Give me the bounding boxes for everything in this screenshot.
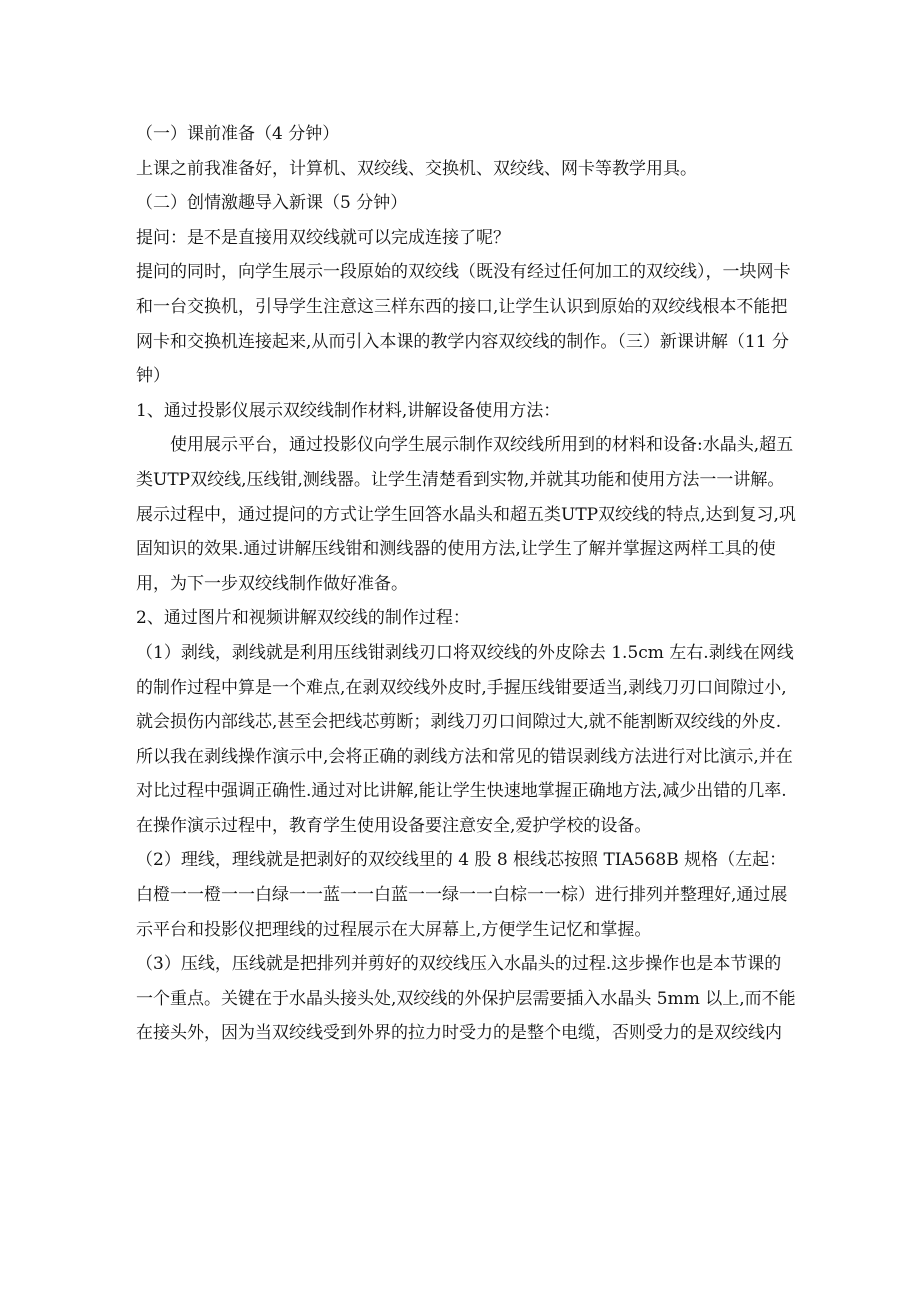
document-body	[136, 117, 796, 1051]
paragraph-step-strip: （1）剥线，剥线就是利用压线钳剥线刃口将双绞线的外皮除去 1.5cm 左右.剥线在网线的制作过程中算是一个难点,在剥双绞线外皮时,手握压线钳要适当,剥线刀刃口间隙过小,就会损伤内部线芯,甚至会把线芯剪断；剥线刀刃口间隙过大,就不能割断双绞线的外皮.所以我在剥线操作演示中,会将正确的剥线方法和常见的错误剥线方法进行对比演示,并在对比过程中强调正确性.通过对比讲解,能让学生快速地掌握正确地方法,减少出错的几率.在操作演示过程中，教育学生使用设备要注意安全,爱护学校的设备。	[136, 642, 794, 836]
paragraph-demonstration: 提问的同时，向学生展示一段原始的双绞线（既没有经过任何加工的双绞线），一块网卡和一台交换机，引导学生注意这三样东西的接口,让学生认识到原始的双绞线根本不能把网卡和交换机连接起来,从而引入本课的教学内容双绞线的制作。（三）新课讲解（11 分钟）	[136, 262, 791, 387]
heading-introduction: （二）创情激趣导入新课（5 分钟）	[136, 193, 408, 214]
paragraph-preparation: 上课之前我准备好，计算机、双绞线、交换机、双绞线、网卡等教学用具。	[136, 158, 697, 179]
paragraph-step-arrange: （2）理线，理线就是把剥好的双绞线里的 4 股 8 根线芯按照 TIA568B 规格（左起：白橙一一橙一一白绿一一蓝一一白蓝一一绿一一白棕一一棕）进行排列并整理好,通过展示平台和投影仪把理线的过程展示在大屏幕上,方便学生记忆和掌握。	[136, 850, 788, 940]
subheading-projector: 1、通过投影仪展示双绞线制作材料,讲解设备使用方法：	[136, 400, 561, 421]
subheading-process: 2、通过图片和视频讲解双绞线的制作过程：	[136, 608, 470, 629]
paragraph-step-crimp: （3）压线，压线就是把排列并剪好的双绞线压入水晶头的过程.这步操作也是本节课的一个重点。关键在于水晶头接头处,双绞线的外保护层需要插入水晶头 5mm 以上,而不能在接头外，因为当双绞线受到外界的拉力时受力的是整个电缆，否则受力的是双绞线内	[136, 954, 796, 1044]
paragraph-materials: 使用展示平台，通过投影仪向学生展示制作双绞线所用到的材料和设备:水晶头,超五类UTP双绞线,压线钳,测线器。让学生清楚看到实物,并就其功能和使用方法一一讲解。展示过程中，通过提问的方式让学生回答水晶头和超五类UTP双绞线的特点,达到复习,巩固知识的效果.通过讲解压线钳和测线器的使用方法,让学生了解并掌握这两样工具的使用，为下一步双绞线制作做好准备。	[136, 435, 796, 594]
paragraph-question: 提问：是不是直接用双绞线就可以完成连接了呢？	[136, 227, 510, 248]
heading-preparation: （一）课前准备（4 分钟）	[136, 124, 340, 144]
